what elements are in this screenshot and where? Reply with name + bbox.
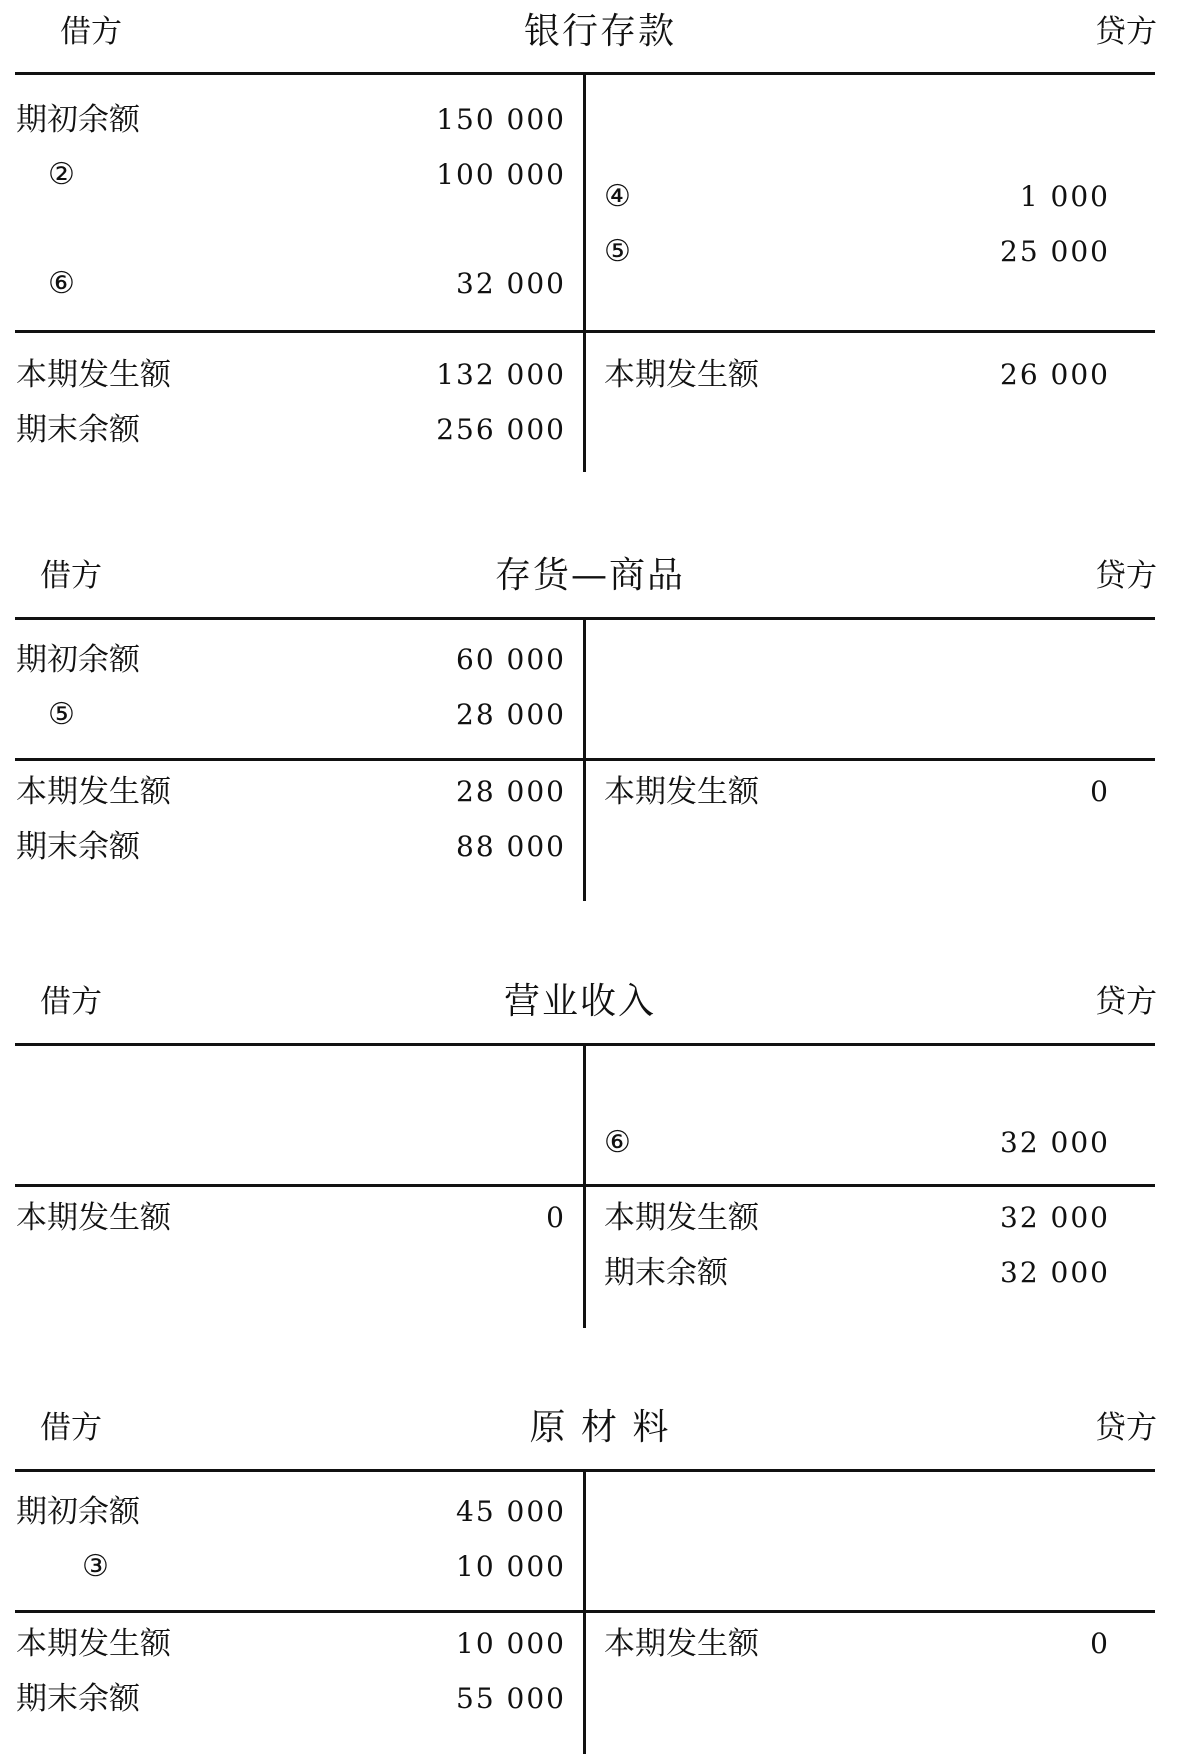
debit-entry-label: ⑥ bbox=[48, 266, 75, 301]
debit-summary-label: 本期发生额 bbox=[16, 774, 171, 810]
debit-entry-amount: 10 000 bbox=[456, 1550, 566, 1583]
credit-entry-amount: 32 000 bbox=[1000, 1126, 1110, 1159]
debit-summary-amount: 132 000 bbox=[436, 358, 566, 391]
credit-entry-label: ⑤ bbox=[604, 234, 631, 269]
debit-summary-amount: 88 000 bbox=[456, 830, 566, 863]
summary-rule bbox=[15, 330, 1155, 333]
debit-summary-label: 期末余额 bbox=[16, 412, 140, 448]
debit-header: 借方 bbox=[60, 14, 122, 50]
center-rule bbox=[583, 74, 586, 472]
debit-summary-amount: 28 000 bbox=[456, 775, 566, 808]
debit-summary-amount: 10 000 bbox=[456, 1627, 566, 1660]
summary-rule bbox=[15, 1610, 1155, 1613]
credit-summary-label: 本期发生额 bbox=[604, 1200, 759, 1236]
credit-summary-amount: 0 bbox=[1090, 1627, 1110, 1660]
debit-entry-label: 期初余额 bbox=[16, 1494, 140, 1530]
debit-header: 借方 bbox=[40, 984, 102, 1020]
debit-summary-amount: 0 bbox=[546, 1201, 566, 1234]
credit-entry-amount: 25 000 bbox=[1000, 235, 1110, 268]
debit-summary-label: 期末余额 bbox=[16, 829, 140, 865]
account-title: 原 材 料 bbox=[529, 1407, 671, 1448]
debit-entry-amount: 60 000 bbox=[456, 643, 566, 676]
credit-summary-label: 本期发生额 bbox=[604, 1626, 759, 1662]
credit-entry-label: ④ bbox=[604, 179, 631, 214]
debit-summary-label: 本期发生额 bbox=[16, 357, 171, 393]
credit-summary-label: 本期发生额 bbox=[604, 774, 759, 810]
debit-summary-amount: 256 000 bbox=[436, 413, 566, 446]
credit-header: 贷方 bbox=[1095, 1410, 1157, 1446]
debit-entry-label: ② bbox=[48, 157, 75, 192]
debit-entry-amount: 45 000 bbox=[456, 1495, 566, 1528]
credit-summary-label: 期末余额 bbox=[604, 1255, 728, 1291]
t-account-inventory-goods bbox=[0, 556, 1178, 901]
credit-summary-amount: 26 000 bbox=[1000, 358, 1110, 391]
debit-summary-amount: 55 000 bbox=[456, 1682, 566, 1715]
debit-entry-label: 期初余额 bbox=[16, 102, 140, 138]
summary-rule bbox=[15, 1184, 1155, 1187]
credit-header: 贷方 bbox=[1095, 984, 1157, 1020]
credit-summary-amount: 0 bbox=[1090, 775, 1110, 808]
debit-entry-label: ⑤ bbox=[48, 697, 75, 732]
account-title: 银行存款 bbox=[523, 11, 676, 52]
debit-summary-label: 本期发生额 bbox=[16, 1626, 171, 1662]
debit-entry-label: ③ bbox=[82, 1549, 109, 1584]
t-account-raw-materials bbox=[0, 1408, 1178, 1754]
debit-entry-amount: 100 000 bbox=[436, 158, 566, 191]
account-title: 存货—商品 bbox=[494, 555, 685, 596]
credit-summary-label: 本期发生额 bbox=[604, 357, 759, 393]
credit-summary-amount: 32 000 bbox=[1000, 1256, 1110, 1289]
debit-entry-amount: 32 000 bbox=[456, 267, 566, 300]
summary-rule bbox=[15, 758, 1155, 761]
credit-header: 贷方 bbox=[1095, 14, 1157, 50]
credit-entry-label: ⑥ bbox=[604, 1125, 631, 1160]
debit-entry-amount: 150 000 bbox=[436, 103, 566, 136]
credit-entry-amount: 1 000 bbox=[1019, 180, 1110, 213]
debit-entry-amount: 28 000 bbox=[456, 698, 566, 731]
account-title: 营业收入 bbox=[503, 981, 656, 1022]
t-account-operating-revenue bbox=[0, 982, 1178, 1328]
debit-header: 借方 bbox=[40, 558, 102, 594]
debit-header: 借方 bbox=[40, 1410, 102, 1446]
t-account-bank-deposit bbox=[0, 12, 1178, 472]
credit-header: 贷方 bbox=[1095, 558, 1157, 594]
debit-summary-label: 本期发生额 bbox=[16, 1200, 171, 1236]
debit-summary-label: 期末余额 bbox=[16, 1681, 140, 1717]
credit-summary-amount: 32 000 bbox=[1000, 1201, 1110, 1234]
debit-entry-label: 期初余额 bbox=[16, 642, 140, 678]
